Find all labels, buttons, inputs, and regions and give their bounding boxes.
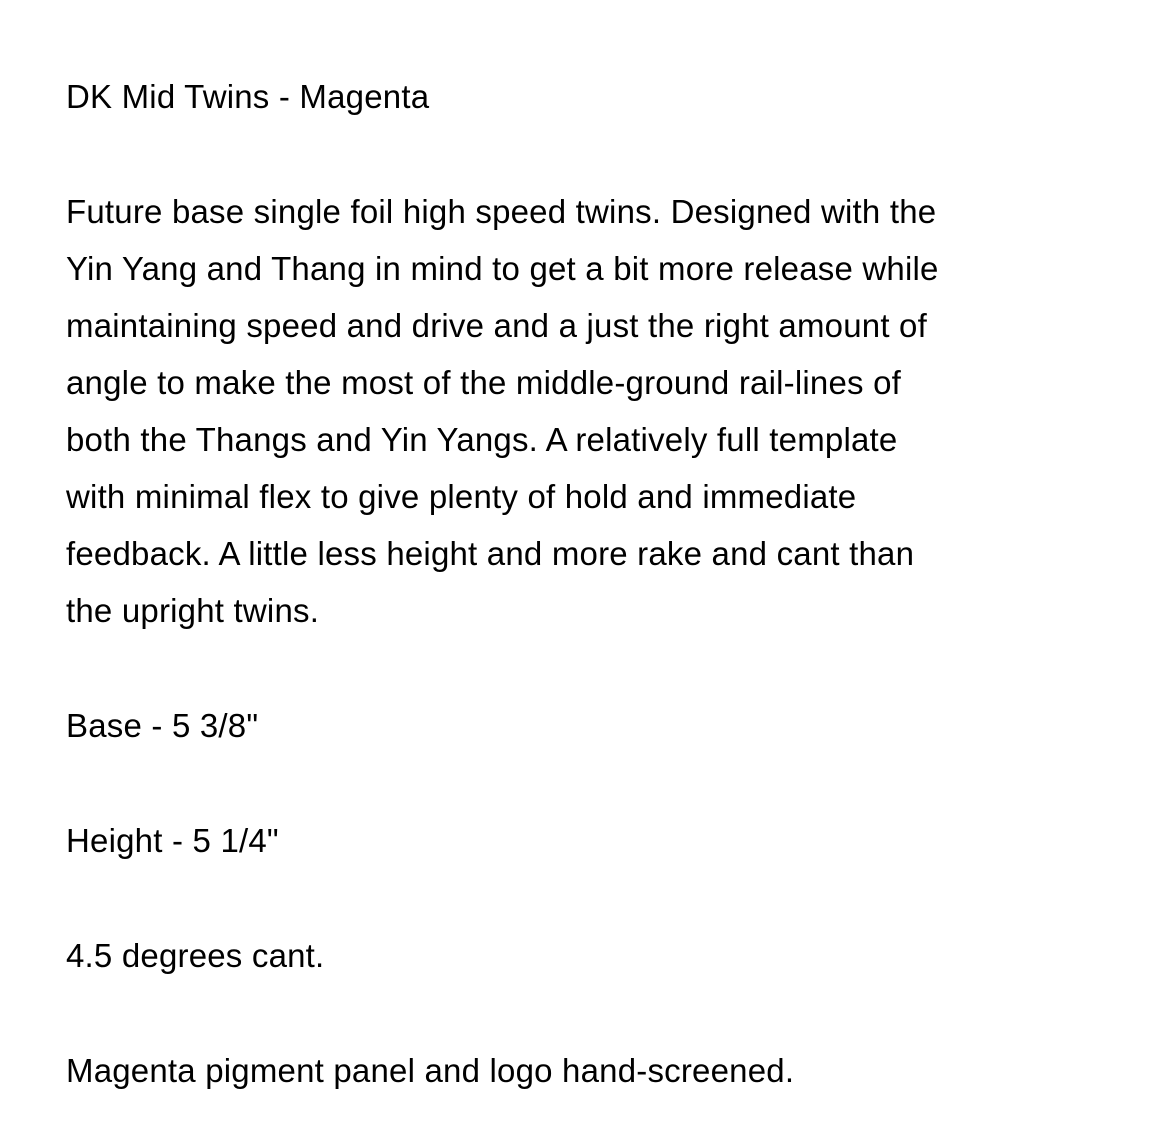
description-line: feedback. A little less height and more rake and cant than [66, 535, 915, 572]
spec-cant-block [66, 927, 1100, 984]
description-line: angle to make the most of the middle-ground rail-lines of [66, 364, 901, 401]
product-title: DK Mid Twins - Magenta [66, 78, 430, 115]
spec-height-block [66, 812, 1100, 869]
spec-height: Height - 5 1/4" [66, 822, 279, 859]
spec-base: Base - 5 3/8" [66, 707, 259, 744]
spec-finish-block [66, 1042, 1100, 1099]
description-line: with minimal flex to give plenty of hold and immediate [66, 478, 857, 515]
product-description-paragraph [66, 183, 1100, 639]
description-line: maintaining speed and drive and a just the right amount of [66, 307, 927, 344]
description-line: both the Thangs and Yin Yangs. A relatively full template [66, 421, 898, 458]
spec-base-block [66, 697, 1100, 754]
product-title-block [66, 68, 1100, 125]
description-line: Future base single foil high speed twins. Designed with the [66, 193, 937, 230]
spec-cant: 4.5 degrees cant. [66, 937, 325, 974]
spec-finish: Magenta pigment panel and logo hand-screened. [66, 1052, 795, 1089]
description-line: the upright twins. [66, 592, 320, 629]
description-line: Yin Yang and Thang in mind to get a bit more release while [66, 250, 939, 287]
